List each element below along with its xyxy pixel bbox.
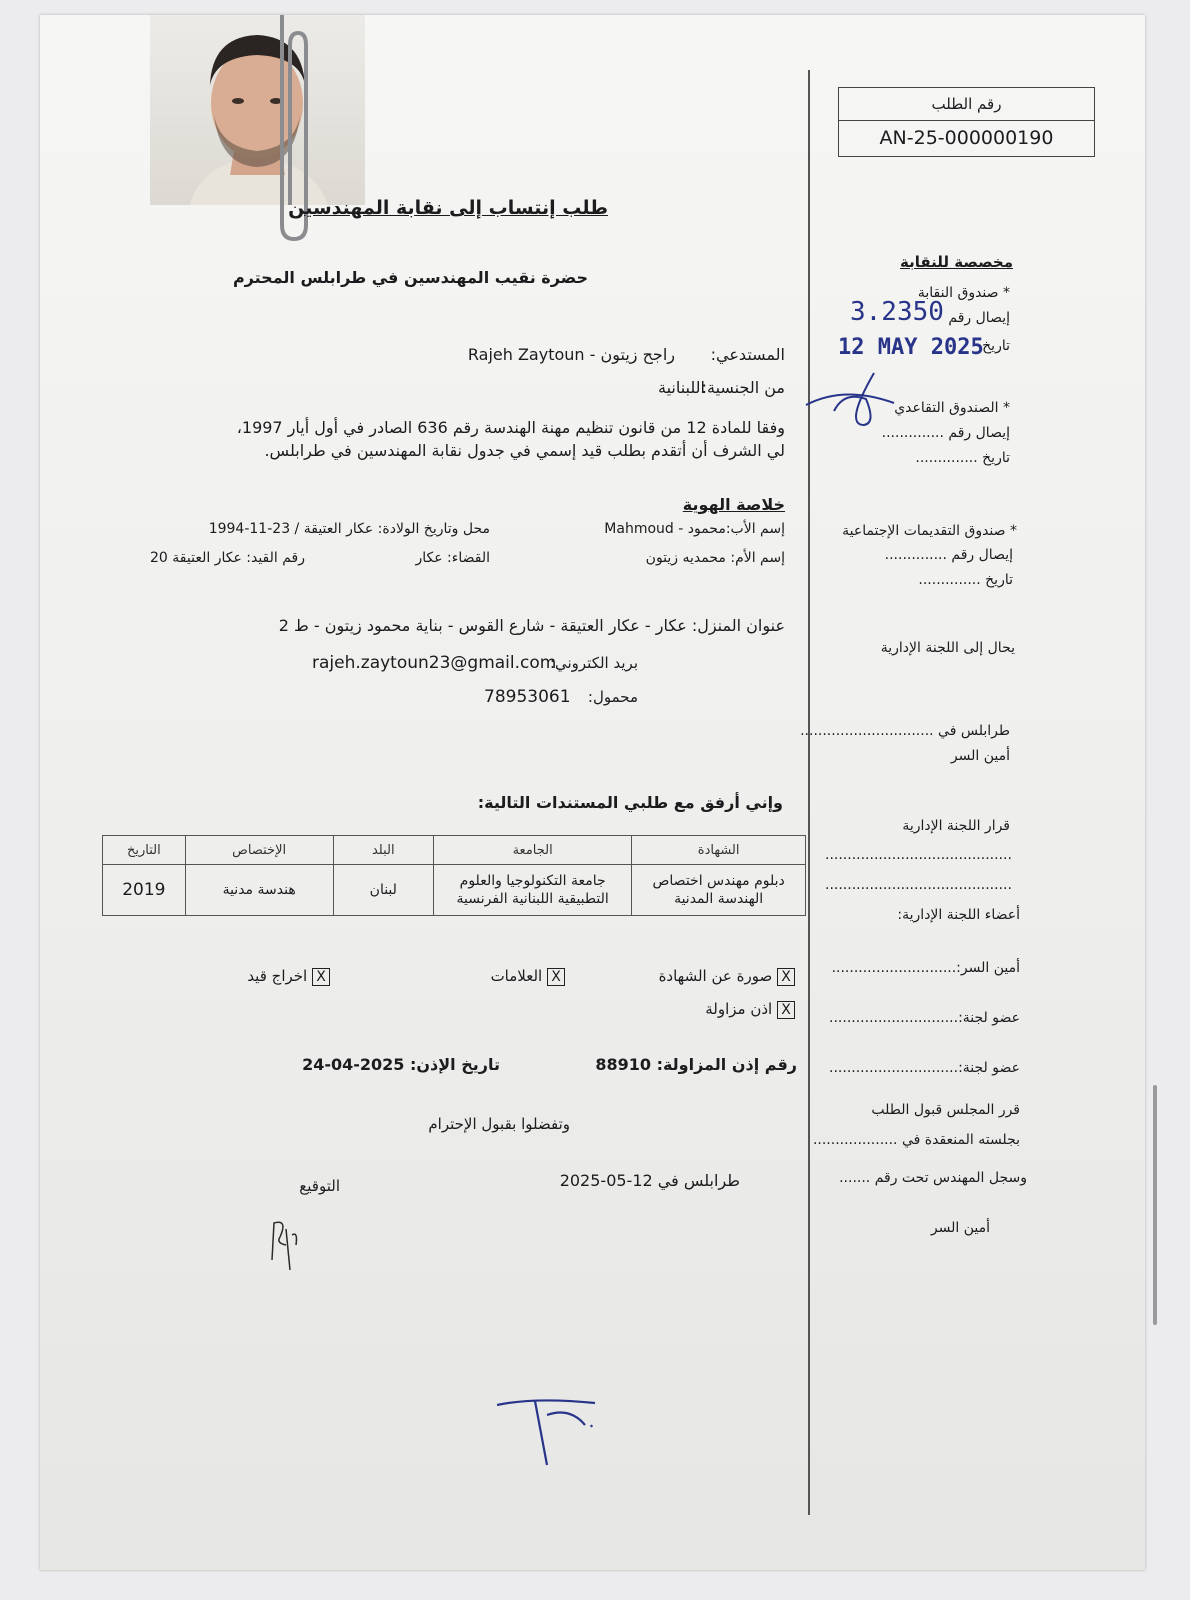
social-date: تاريخ .............. xyxy=(918,572,1013,588)
applicant-label: المستدعي: xyxy=(710,345,785,364)
university-line-1: جامعة التكنولوجيا والعلوم xyxy=(459,873,606,889)
documents-table-header xyxy=(103,836,806,865)
final-secretary: أمين السر xyxy=(930,1220,990,1236)
signature-label: التوقيع xyxy=(299,1177,340,1195)
secretary-label: أمين السر xyxy=(950,748,1010,764)
header-degree: الشهادة xyxy=(632,836,806,865)
header-university: الجامعة xyxy=(434,836,632,865)
header-country: البلد xyxy=(333,836,434,865)
date-stamp: 12 MAY 2025 xyxy=(838,335,984,360)
email-label: بريد الكتروني: xyxy=(549,654,638,672)
nationality-label: من الجنسية: xyxy=(701,378,785,397)
permit-date-value: 2025-04-24 xyxy=(302,1055,405,1074)
committee-members: أعضاء اللجنة الإدارية: xyxy=(897,907,1020,923)
degree-line-1: دبلوم مهندس اختصاص xyxy=(652,873,785,889)
documents-table xyxy=(102,835,806,916)
retirement-fund: * الصندوق التقاعدي xyxy=(894,400,1010,416)
home-address: عنوان المنزل: عكار - عكار العتيقة - شارع القوس - بناية محمود زيتون - ط 2 xyxy=(278,616,785,635)
degree-line-2: الهندسة المدنية xyxy=(674,891,764,907)
header-major: الإختصاص xyxy=(185,836,333,865)
union-date-label: تاريخ xyxy=(982,338,1010,354)
retirement-date: تاريخ .............. xyxy=(915,450,1010,466)
place-and-date: طرابلس في 12-05-2025 xyxy=(559,1171,740,1190)
closing-line: وتفضلوا بقبول الإحترام xyxy=(428,1115,570,1133)
form-title: طلب إنتساب إلى نقابة المهندسين xyxy=(288,197,608,219)
addressee: حضرة نقيب المهندسين في طرابلس المحترم xyxy=(232,268,588,287)
council-decided: قرر المجلس قبول الطلب xyxy=(871,1102,1020,1118)
sidebar-heading: مخصصة للنقابة xyxy=(899,253,1013,271)
checkbox-registry-extract[interactable]: X xyxy=(312,968,330,986)
check-cert-copy-label: صورة عن الشهادة xyxy=(658,967,773,985)
documents-heading: وإني أرفق مع طلبي المستندات التالية: xyxy=(477,793,783,812)
retirement-receipt: إيصال رقم .............. xyxy=(881,425,1010,441)
university-line-2: التطبيقية اللبنانية الفرنسية xyxy=(456,891,609,907)
cell-year: 2019 xyxy=(103,865,186,916)
check-grades xyxy=(491,967,565,986)
cell-major: هندسة مدنية xyxy=(185,865,333,916)
check-grades-label: العلامات xyxy=(490,967,543,985)
registry-number: رقم القيد: عكار العتيقة 20 xyxy=(150,550,305,566)
check-cert-copy xyxy=(659,967,795,986)
applicant-signature xyxy=(268,1215,308,1275)
union-fund: * صندوق النقابة xyxy=(917,285,1010,301)
social-receipt: إيصال رقم .............. xyxy=(884,547,1013,563)
permit-number-label: رقم إذن المزاولة: xyxy=(656,1055,797,1074)
union-receipt-value: 3.2350 xyxy=(850,297,944,327)
identity-heading: خلاصة الهوية xyxy=(682,495,785,514)
check-practice-permit xyxy=(705,1000,795,1019)
decision-line-1: .......................................... xyxy=(825,847,1012,863)
mother-name: إسم الأم: محمديه زيتون xyxy=(645,550,785,566)
mobile-label: محمول: xyxy=(587,688,638,706)
father-name: إسم الأب:محمود - Mahmoud xyxy=(604,521,785,537)
permit-number-value: 88910 xyxy=(595,1055,651,1074)
table-row xyxy=(103,865,806,916)
permit-number xyxy=(595,1055,797,1074)
checkbox-grades[interactable]: X xyxy=(547,968,565,986)
decision-line-2: .......................................... xyxy=(825,877,1012,893)
member-line-2: عضو لجنة:............................. xyxy=(829,1060,1020,1076)
check-registry-extract xyxy=(247,967,330,986)
request-number-value: AN-25-000000190 xyxy=(879,127,1054,149)
checkbox-practice-permit[interactable]: X xyxy=(777,1001,795,1019)
district: القضاء: عكار xyxy=(415,550,490,566)
permit-date xyxy=(302,1055,500,1074)
secretary-signature-line: أمين السر:............................ xyxy=(831,960,1020,976)
mobile-value: 78953061 xyxy=(484,687,571,707)
member-line-1: عضو لجنة:............................. xyxy=(829,1010,1020,1026)
email-value: rajeh.zaytoun23@gmail.com xyxy=(312,653,557,673)
cell-university xyxy=(434,865,632,916)
header-date: التاريخ xyxy=(103,836,186,865)
union-receipt-label: إيصال رقم xyxy=(948,310,1010,326)
permit-date-label: تاريخ الإذن: xyxy=(410,1055,500,1074)
intro-line-2: لي الشرف أن أتقدم بطلب قيد إسمي في جدول نقابة المهندسين في طرابلس. xyxy=(264,441,785,460)
checkbox-cert-copy[interactable]: X xyxy=(777,968,795,986)
referred-to-committee: يحال إلى اللجنة الإدارية xyxy=(880,640,1015,656)
application-sheet xyxy=(40,15,1145,1570)
column-divider xyxy=(808,70,810,1515)
birth-place-date: محل وتاريخ الولادة: عكار العتيقة / 23-11-1994 xyxy=(208,521,490,537)
registered-under: وسجل المهندس تحت رقم ....... xyxy=(839,1170,1027,1186)
nationality-value: اللبنانية xyxy=(657,378,705,397)
tripoli-in: طرابلس في .............................. xyxy=(800,723,1010,739)
session-held: بجلسته المنعقدة في ................... xyxy=(812,1132,1020,1148)
intro-line-1: وفقا للمادة 12 من قانون تنظيم مهنة الهندسة رقم 636 الصادر في أول أيار 1997، xyxy=(236,418,785,437)
official-signature xyxy=(495,1395,605,1475)
request-number-label: رقم الطلب xyxy=(839,88,1094,121)
social-fund: * صندوق التقديمات الإجتماعية xyxy=(842,523,1017,539)
committee-decision: قرار اللجنة الإدارية xyxy=(902,818,1010,834)
applicant-name: راجح زيتون - Rajeh Zaytoun xyxy=(467,345,675,364)
request-number-box xyxy=(838,87,1095,157)
check-registry-extract-label: اخراج قيد xyxy=(247,967,308,985)
cell-country: لبنان xyxy=(333,865,434,916)
check-practice-permit-label: اذن مزاولة xyxy=(705,1000,773,1018)
scrollbar-thumb[interactable] xyxy=(1153,1085,1157,1325)
cell-degree xyxy=(632,865,806,916)
applicant-photo xyxy=(150,15,365,205)
